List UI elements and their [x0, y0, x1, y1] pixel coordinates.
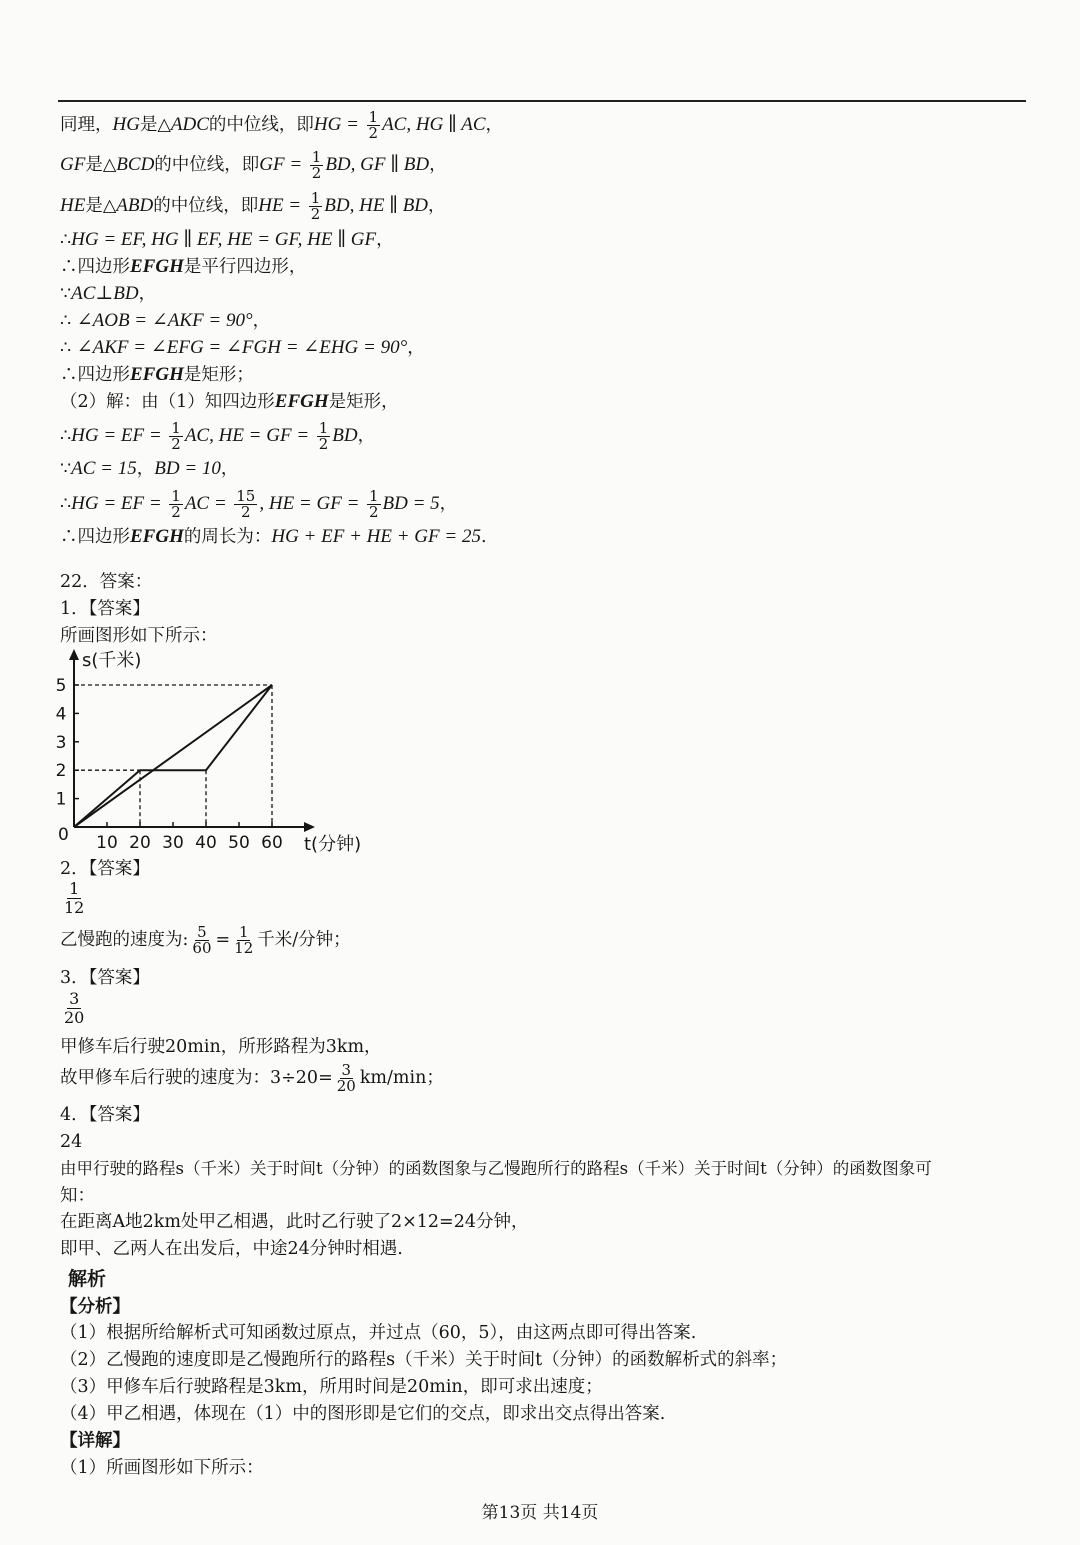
proof-line-8	[60, 336, 425, 360]
denominator: 12	[234, 939, 254, 957]
fraction	[190, 925, 213, 956]
text: ∴	[60, 230, 72, 250]
text: 是平行四边形，	[183, 257, 307, 277]
fraction	[169, 489, 183, 520]
numerator: 1	[368, 108, 379, 126]
text: ，	[136, 459, 155, 479]
origin-label: 0	[58, 825, 69, 845]
y-tick-label: 3	[55, 732, 67, 753]
numerator: 1	[368, 487, 379, 505]
denominator: 20	[336, 1077, 356, 1095]
text: ，	[439, 494, 458, 514]
math: ADC	[170, 114, 209, 135]
q22-answer3-value	[60, 990, 88, 1027]
page-footer: 第13页 共14页	[481, 1503, 599, 1523]
detail-heading: 【详解】	[60, 1431, 130, 1451]
fraction	[169, 421, 183, 452]
fraction	[309, 191, 323, 222]
distance-time-chart	[50, 645, 370, 860]
math: HG = EF, HG ∥ EF, HE = GF, HE ∥ GF	[71, 229, 377, 250]
text: 的周长为：	[183, 527, 272, 547]
text: =	[215, 930, 231, 950]
text: ，	[220, 459, 239, 479]
series-line-1	[74, 685, 272, 827]
math: HG + EF + HE + GF = 25	[271, 526, 481, 547]
text: 是△	[85, 196, 117, 216]
math: HE =	[258, 195, 302, 216]
y-tick-group	[56, 676, 79, 810]
math: AC =	[184, 493, 227, 514]
q22-answer2-explain	[60, 925, 351, 956]
text: （2）解：由（1）知四边形	[60, 392, 275, 412]
math: ABD	[116, 195, 154, 216]
text: ∴四边形	[60, 365, 130, 385]
q22-answer3-explain2	[60, 1063, 444, 1094]
text: 同理，	[60, 115, 113, 135]
fraction	[317, 421, 331, 452]
x-axis-label: t(分钟)	[304, 834, 362, 855]
y-tick-label: 4	[55, 704, 67, 725]
text: ∴	[60, 494, 72, 514]
math: EFGH	[130, 364, 184, 385]
math: HG =	[313, 114, 359, 135]
y-axis-arrow	[69, 649, 79, 660]
analysis-title: 解析	[68, 1268, 107, 1290]
text: ，	[357, 426, 376, 446]
fraction	[335, 1063, 358, 1094]
math: ∠AOB = ∠AKF = 90°	[76, 310, 253, 331]
analysis-point-1: （1）根据所给解析式可知函数过原点，并过点（60，5），由这两点即可得出答案.	[60, 1323, 697, 1343]
text: ，	[429, 155, 447, 175]
analysis-point-2: （2）乙慢跑的速度即是乙慢跑所行的路程s（千米）关于时间t（分钟）的函数解析式的斜率；	[60, 1350, 788, 1370]
numerator: 1	[171, 487, 181, 505]
y-axis-label: s(千米)	[82, 650, 142, 671]
numerator: 1	[311, 148, 322, 166]
q22-answer4-explain3: 在距离A地2km处甲乙相遇，此时乙行驶了2×12=24分钟，	[60, 1212, 529, 1232]
q22-answer4-explain4: 即甲、乙两人在出发后，中途24分钟时相遇.	[60, 1239, 403, 1259]
proof-line-10	[60, 390, 399, 414]
q22-answer1-heading: 1．【答案】	[60, 599, 150, 619]
text: ∵	[60, 459, 72, 479]
denominator: 2	[171, 435, 181, 453]
math: BD, GF ∥ BD	[325, 154, 430, 175]
fraction	[232, 925, 255, 956]
proof-line-2	[60, 150, 447, 181]
fraction	[367, 110, 381, 141]
series-lines	[74, 685, 272, 827]
numerator: 1	[171, 419, 181, 437]
x-axis-arrow	[304, 822, 315, 832]
proof-line-3	[60, 191, 446, 222]
x-tick-label: 30	[162, 833, 184, 853]
math: BD	[332, 425, 358, 446]
text: ∴四边形	[60, 257, 130, 277]
text: ∴	[60, 311, 77, 331]
math: GF	[60, 154, 86, 175]
proof-line-11	[60, 421, 375, 452]
text: ∴	[60, 338, 77, 358]
analysis-point-3: （3）甲修车后行驶路程是3km，所用时间是20min，即可求出速度；	[60, 1377, 603, 1397]
text: ，	[376, 230, 394, 250]
proof-line-7	[60, 309, 270, 333]
analysis-heading: 【分析】	[60, 1297, 130, 1317]
q22-answer1-text: 所画图形如下所示：	[60, 626, 218, 646]
numerator: 1	[238, 923, 249, 941]
fraction	[310, 150, 324, 181]
math: EFGH	[130, 256, 184, 277]
math: BD = 5	[382, 493, 440, 514]
numerator: 1	[310, 189, 321, 207]
q22-answer3-explain1: 甲修车后行驶20min，所形路程为3km，	[60, 1037, 382, 1057]
text: ，	[485, 115, 503, 135]
x-tick-label: 10	[96, 833, 118, 853]
denominator: 20	[64, 1008, 85, 1027]
text: ，	[407, 338, 425, 358]
math: BD, HE ∥ BD	[324, 195, 429, 216]
x-tick-label: 50	[228, 833, 250, 853]
proof-line-4	[60, 228, 394, 252]
text: ，	[252, 311, 271, 331]
math: AC = 15	[71, 458, 137, 479]
q22-answer2-heading: 2．【答案】	[60, 859, 150, 879]
denominator: 2	[241, 503, 251, 521]
proof-line-1	[60, 110, 503, 141]
numerator: 1	[69, 879, 80, 898]
math: AC, HE = GF =	[184, 425, 310, 446]
q22-answer4-heading: 4．【答案】	[60, 1105, 150, 1125]
text: 故甲修车后行驶的速度为：3÷20=	[60, 1068, 333, 1088]
proof-line-14	[60, 525, 487, 549]
x-tick-label: 20	[129, 833, 151, 853]
y-tick-label: 2	[55, 761, 67, 782]
y-tick-label: 1	[55, 789, 67, 810]
q22-answer2-value	[60, 880, 88, 917]
fraction	[234, 489, 257, 520]
text: ，	[428, 196, 446, 216]
text: 的中位线，即	[154, 155, 260, 175]
math: BD = 10	[154, 458, 221, 479]
text: 千米/分钟；	[257, 930, 351, 950]
denominator: 2	[368, 124, 379, 142]
math: GF =	[259, 154, 303, 175]
text: km/min；	[359, 1068, 444, 1088]
x-tick-label: 60	[261, 833, 283, 853]
fraction	[62, 880, 86, 917]
header-rule	[58, 100, 1026, 102]
detail-point-1: （1）所画图形如下所示：	[60, 1458, 264, 1478]
math: BCD	[116, 154, 155, 175]
q22-answer4-value: 24	[60, 1132, 83, 1152]
fraction	[367, 489, 381, 520]
math: EFGH	[130, 526, 184, 547]
fraction	[62, 990, 86, 1027]
numerator: 1	[318, 419, 329, 437]
proof-line-13	[60, 489, 457, 520]
numerator: 15	[236, 487, 256, 505]
text: 是矩形；	[183, 365, 254, 385]
math: ∠AKF = ∠EFG = ∠FGH = ∠EHG = 90°	[76, 337, 408, 358]
numerator: 3	[341, 1061, 352, 1079]
denominator: 2	[171, 503, 181, 521]
text: 乙慢跑的速度为:	[60, 930, 189, 950]
math: , HE = GF =	[259, 493, 360, 514]
math: HG	[112, 114, 140, 135]
x-tick-label: 40	[195, 833, 217, 853]
math: AC⊥BD	[71, 283, 139, 304]
proof-line-12	[60, 457, 238, 481]
text: 是矩形，	[328, 392, 399, 412]
denominator: 2	[368, 503, 379, 521]
text: ∴	[60, 426, 72, 446]
math: AC, HG ∥ AC	[382, 114, 486, 135]
analysis-point-4: （4）甲乙相遇，体现在（1）中的图形即是它们的交点，即求出交点得出答案.	[60, 1404, 666, 1424]
denominator: 2	[310, 205, 321, 223]
math: HG = EF =	[71, 493, 162, 514]
numerator: 3	[69, 989, 80, 1008]
q22-answer3-heading: 3．【答案】	[60, 968, 150, 988]
q22-answer4-explain1: 由甲行驶的路程s（千米）关于时间t（分钟）的函数图象与乙慢跑所行的路程s（千米）关于时间t（分钟）的函数图象可	[60, 1159, 932, 1178]
proof-line-6	[60, 282, 156, 306]
proof-line-9	[60, 363, 254, 387]
text: 是△	[139, 115, 171, 135]
text: 的中位线，即	[153, 196, 259, 216]
numerator: 5	[197, 923, 207, 941]
q22-title: 22．答案：	[60, 572, 153, 592]
math: EFGH	[274, 391, 329, 412]
denominator: 12	[64, 898, 85, 917]
text: ∴四边形	[60, 527, 130, 547]
denominator: 2	[318, 435, 329, 453]
text: 的中位线，即	[208, 115, 314, 135]
y-tick-label: 5	[55, 676, 67, 696]
q22-answer4-explain2: 知：	[60, 1186, 95, 1206]
text: .	[480, 527, 487, 547]
denominator: 60	[192, 939, 212, 957]
text: 是△	[85, 155, 117, 175]
proof-line-5	[60, 255, 306, 279]
text: ，	[138, 284, 157, 304]
math: HG = EF =	[71, 425, 162, 446]
denominator: 2	[311, 164, 322, 182]
math: HE	[60, 195, 86, 216]
text: ∵	[60, 284, 72, 304]
